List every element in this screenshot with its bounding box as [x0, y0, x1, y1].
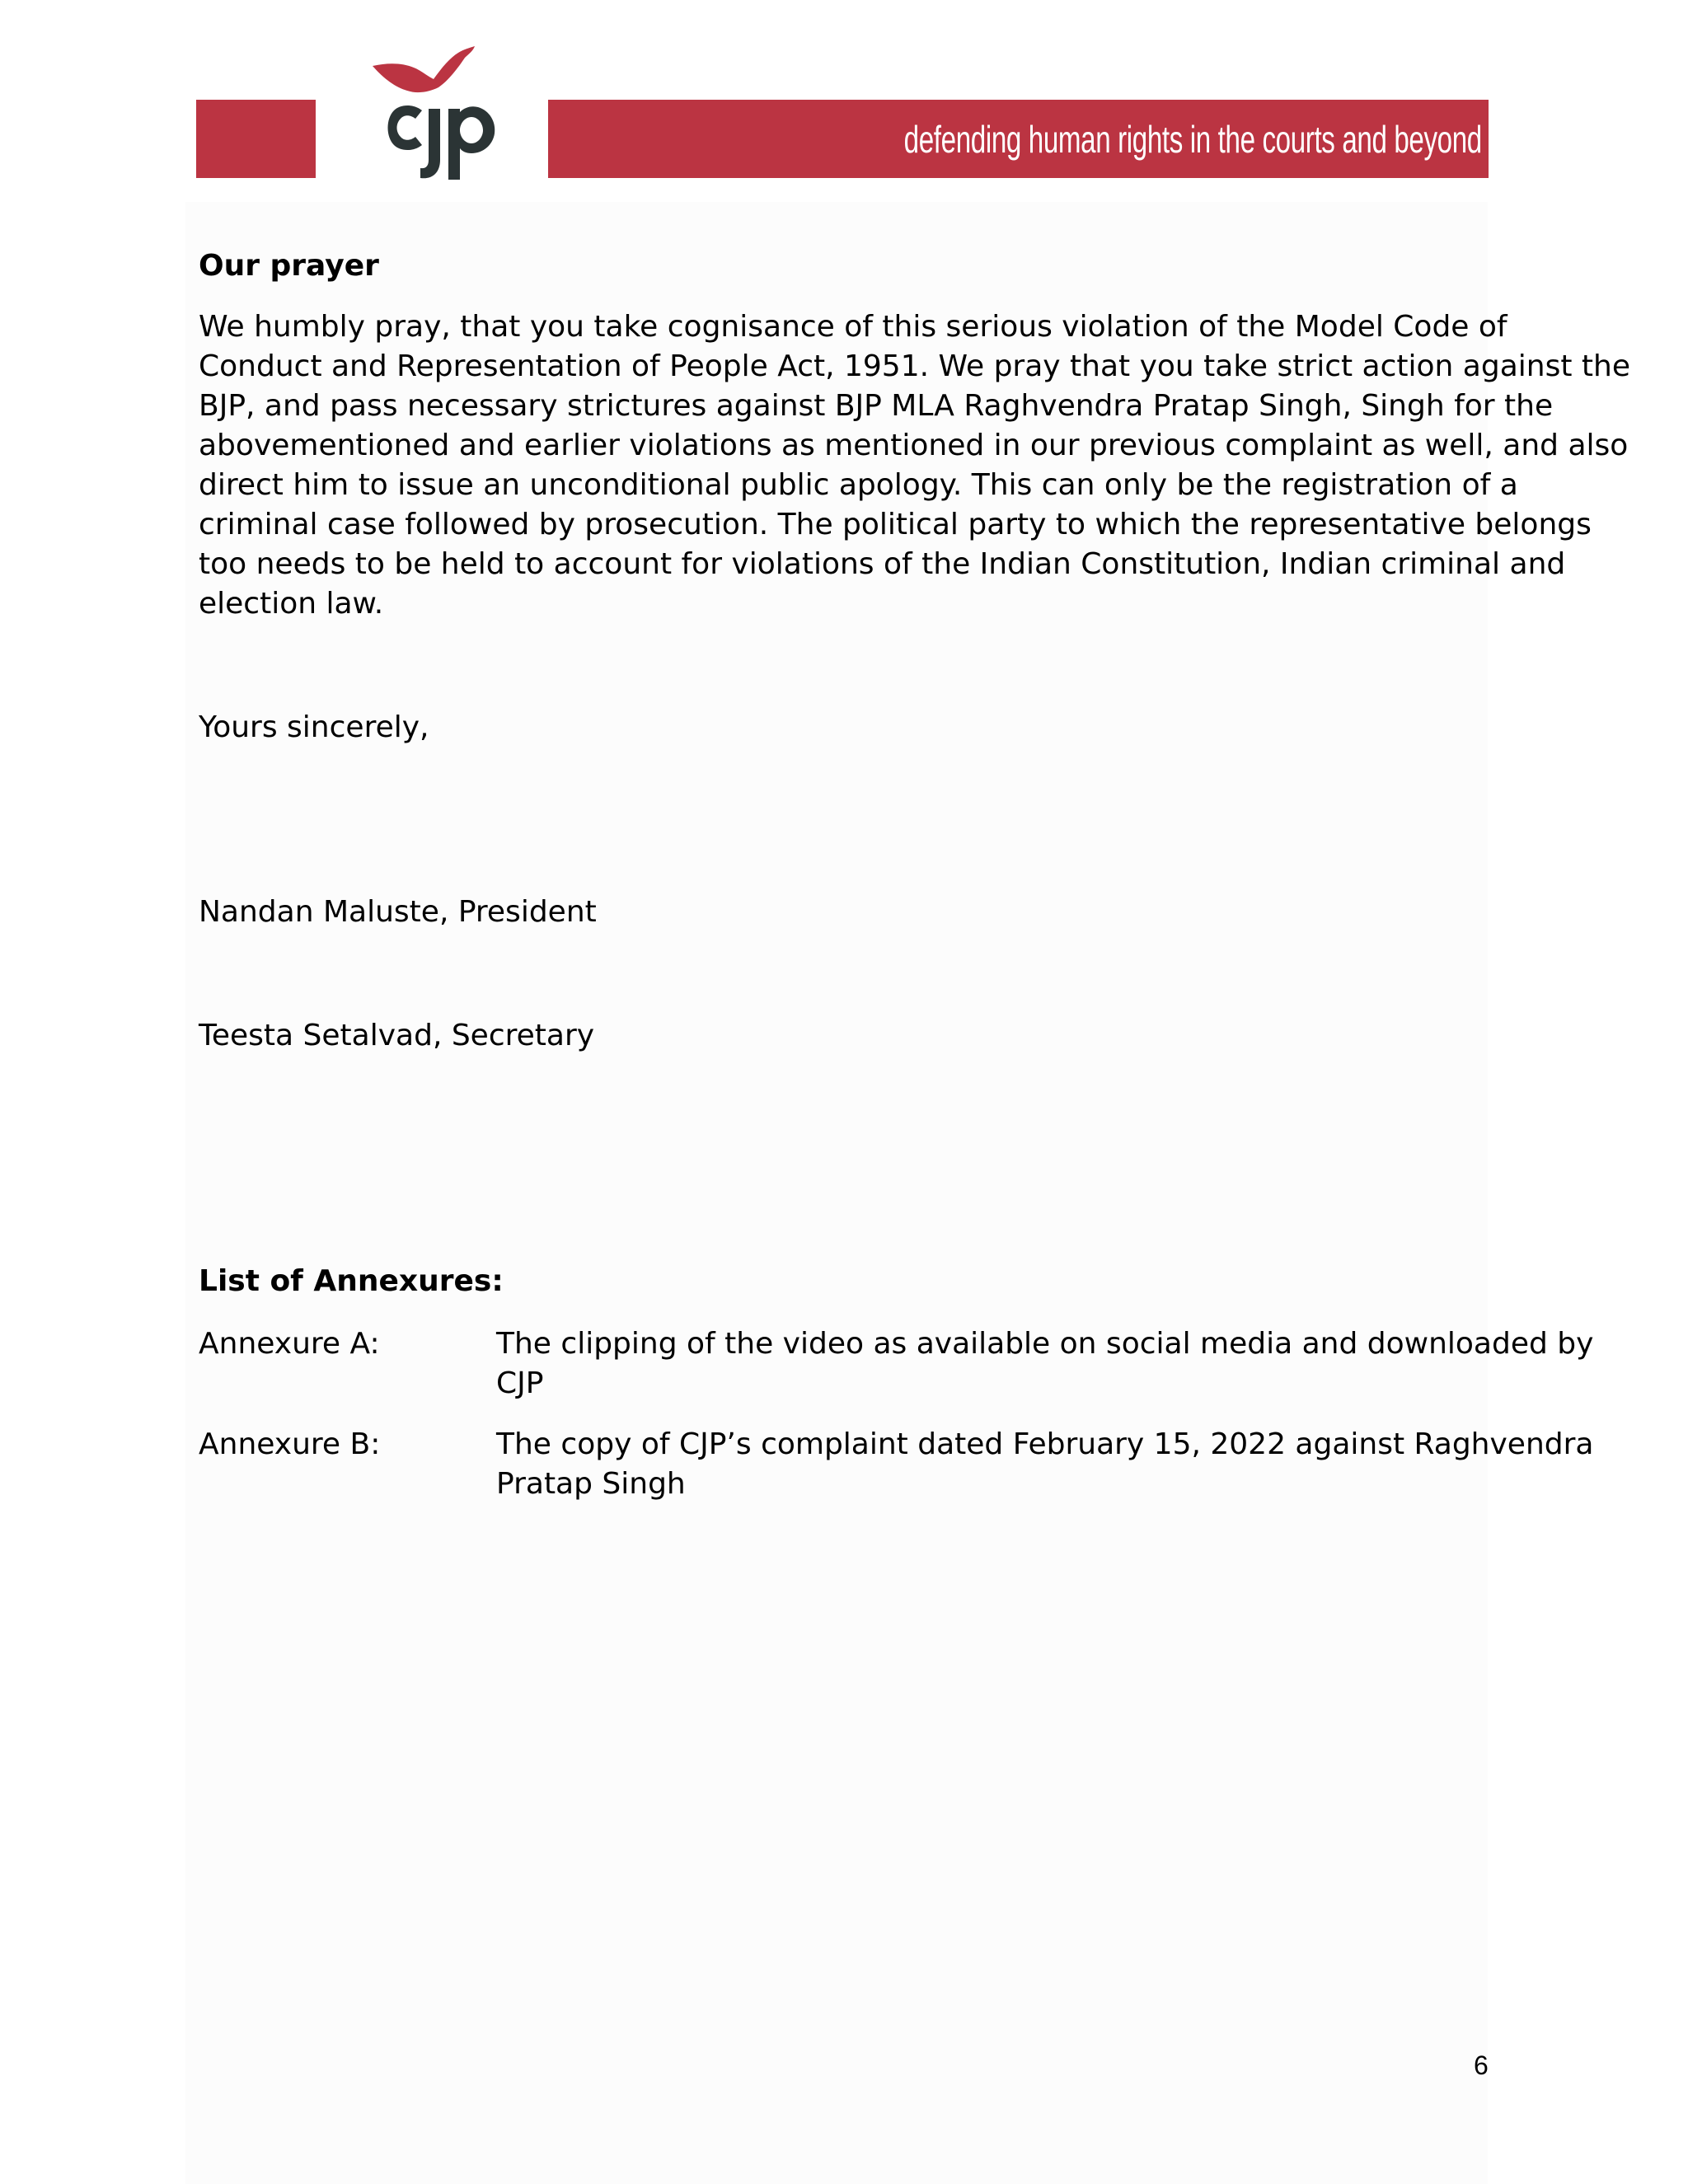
cjp-logo	[363, 43, 503, 183]
prayer-line: BJP, and pass necessary strictures against BJP MLA Raghvendra Pratap Singh, Singh for the	[199, 389, 1554, 423]
annexure-a-line: CJP	[496, 1366, 544, 1400]
annexure-a-line: The clipping of the video as available on social media and downloaded by	[496, 1327, 1594, 1361]
prayer-line: direct him to issue an unconditional public apology. This can only be the registration of a	[199, 468, 1518, 502]
annexure-b-line: Pratap Singh	[496, 1467, 686, 1501]
signatory-secretary: Teesta Setalvad, Secretary	[199, 1019, 595, 1052]
prayer-line: election law.	[199, 587, 384, 621]
logo-letter-p	[448, 106, 495, 180]
prayer-paragraph	[199, 307, 1630, 624]
annexure-a-label: Annexure A:	[199, 1327, 380, 1361]
logo-letter-c	[388, 105, 423, 150]
tagline: defending human rights in the courts and beyond	[903, 117, 1482, 161]
logo-letter-j	[420, 109, 440, 178]
letterhead-tagline-bar	[548, 100, 1489, 178]
annexure-a-description	[496, 1324, 1593, 1404]
prayer-line: too needs to be held to account for violations of the Indian Constitution, Indian criminal and	[199, 547, 1566, 581]
prayer-heading: Our prayer	[199, 249, 379, 283]
annexures-heading: List of Annexures:	[199, 1264, 504, 1298]
prayer-line: abovementioned and earlier violations as mentioned in our previous complaint as well, and also	[199, 429, 1629, 462]
prayer-line: criminal case followed by prosecution. The political party to which the representative belongs	[199, 508, 1592, 541]
letterhead	[0, 0, 1688, 202]
annexure-b-label: Annexure B:	[199, 1427, 381, 1461]
closing-salutation: Yours sincerely,	[199, 710, 429, 744]
bird-icon	[373, 46, 475, 92]
prayer-line: We humbly pray, that you take cognisance of this serious violation of the Model Code of	[199, 310, 1507, 344]
page-number: 6	[1474, 2050, 1489, 2080]
prayer-line: Conduct and Representation of People Act, 1951. We pray that you take strict action against the	[199, 349, 1630, 383]
signatory-president: Nandan Maluste, President	[199, 895, 597, 929]
annexure-b-line: The copy of CJP’s complaint dated February 15, 2022 against Raghvendra	[496, 1427, 1594, 1461]
letterhead-left-bar	[196, 100, 316, 178]
annexure-b-description	[496, 1425, 1593, 1504]
